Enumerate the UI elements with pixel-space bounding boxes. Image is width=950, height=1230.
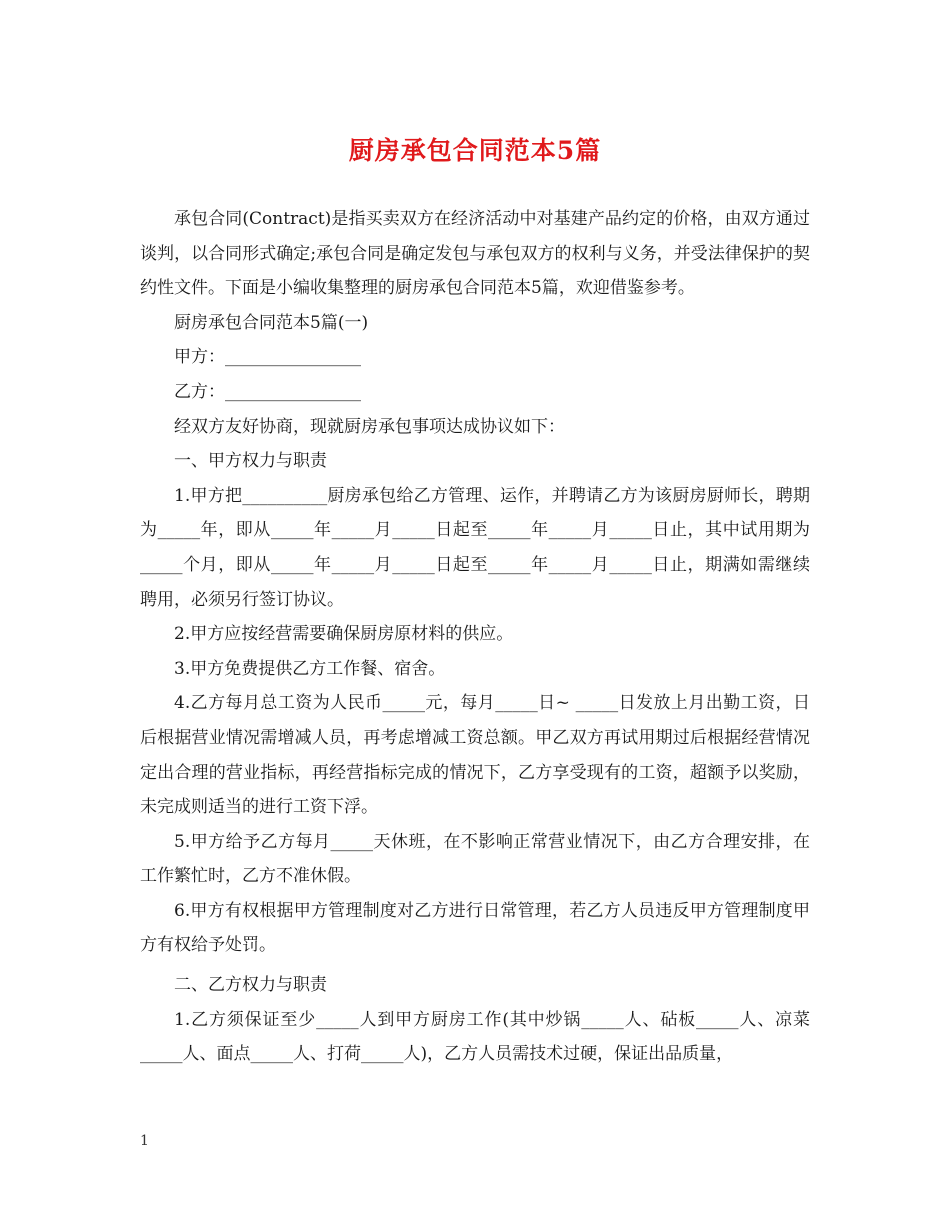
clause-a2: 2.甲方应按经营需要确保厨房原材料的供应。 — [174, 624, 514, 645]
page-number: 1 — [140, 1133, 149, 1149]
paragraph-party-b: 乙方：________________ — [174, 381, 361, 402]
clause-a3: 3.甲方免费提供乙方工作餐、宿舍。 — [174, 658, 446, 679]
paragraph-subtitle: 厨房承包合同范本5篇(一) — [174, 312, 369, 333]
clause-a6: 6.甲方有权根据甲方管理制度对乙方进行日常管理，若乙方人员违反甲方管理制度甲方有权给予处罚。 — [140, 900, 810, 956]
clause-b1: 1.乙方须保证至少_____人到甲方厨房工作(其中炒锅_____人、砧板_____人、凉菜_____人、面点_____人、打荷_____人)，乙方人员需技术过硬，保证出品质量， — [140, 1009, 810, 1065]
clause-a4: 4.乙方每月总工资为人民币_____元，每月_____日~ _____日发放上月出勤工资，日后根据营业情况需增减人员，再考虑增减工资总额。甲乙双方再试用期过后根据经营情况定出合理的营业指标，再经营指标完成的情况下，乙方享受现有的工资，超额予以奖励，未完成则适当的进行工资下浮。 — [140, 693, 810, 818]
clause-a5: 5.甲方给予乙方每月_____天休班，在不影响正常营业情况下，由乙方合理安排，在工作繁忙时，乙方不准休假。 — [140, 831, 810, 887]
paragraph-party-a: 甲方：________________ — [174, 347, 361, 368]
paragraph-agreement: 经双方友好协商，现就厨房承包事项达成协议如下： — [174, 416, 565, 437]
document-title: 厨房承包合同范本5篇 — [348, 136, 602, 165]
clause-a1: 1.甲方把__________厨房承包给乙方管理、运作，并聘请乙方为该厨房厨师长，聘期为_____年，即从_____年_____月_____日起至_____年_____月_____日止，其中试用期为_____个月，即从_____年_____月_____日起至_____年_____月_____日止，期满如需继续聘用，必须另行签订协议。 — [140, 485, 810, 610]
paragraph-intro: 承包合同(Contract)是指买卖双方在经济活动中对基建产品约定的价格，由双方通过谈判，以合同形式确定;承包合同是确定发包与承包双方的权利与义务，并受法律保护的契约性文件。下面是小编收集整理的厨房承包合同范本5篇，欢迎借鉴参考。 — [140, 209, 810, 299]
section-heading-party-b: 二、乙方权力与职责 — [174, 975, 327, 996]
document-body — [140, 202, 810, 1072]
section-heading-party-a: 一、甲方权力与职责 — [174, 451, 327, 472]
